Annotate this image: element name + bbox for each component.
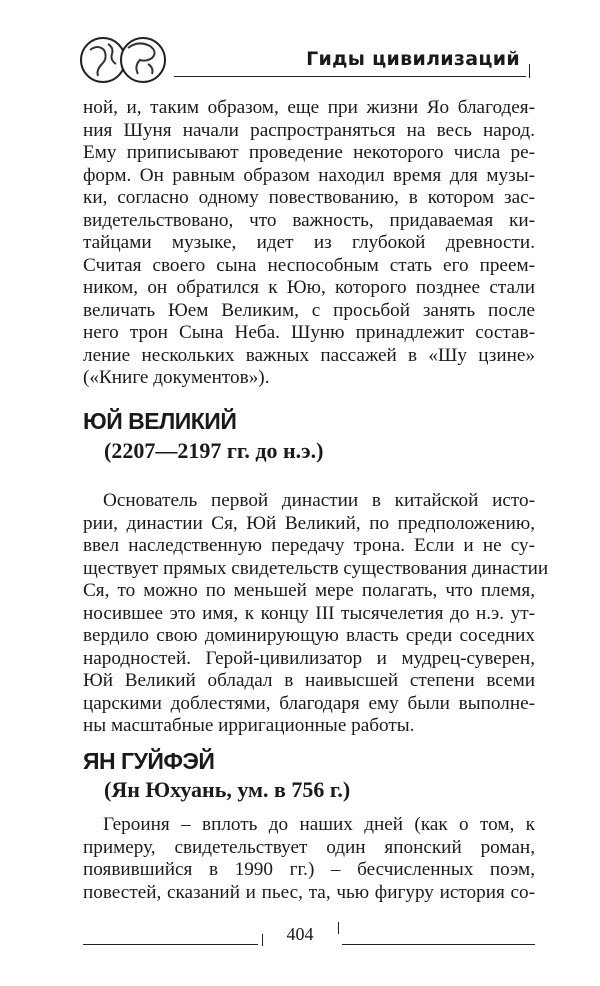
text-line: ление нескольких важных пассажей в «Шу цзине» bbox=[83, 344, 535, 366]
section-title-yang: ЯН ГУЙФЭЙ bbox=[83, 748, 215, 774]
text-line: повестей, сказаний и пьес, та, чью фигуру история со- bbox=[83, 881, 535, 903]
two-globes-icon bbox=[78, 34, 174, 86]
footer-tick-right bbox=[338, 922, 339, 934]
footer-rule-right bbox=[342, 944, 535, 945]
text-line: ввел наследственную передачу трона. Если и не су- bbox=[83, 535, 535, 556]
section-subtitle-yang: (Ян Юхуань, ум. в 756 г.) bbox=[104, 777, 351, 802]
running-title: Гиды цивилизаций bbox=[306, 48, 520, 70]
text-line: примеру, свидетельствует один японский роман, bbox=[83, 836, 535, 858]
text-line: Героиня – вплоть до наших дней (как о том, к bbox=[103, 814, 535, 835]
text-line: рии, династии Ся, Юй Великий, по предположению, bbox=[83, 512, 535, 534]
text-line: Юй Великий обладал в наивысшей степени всеми bbox=[83, 670, 535, 691]
header-tick bbox=[529, 64, 530, 78]
paragraph-3 bbox=[83, 814, 535, 904]
text-line: ки, согласно одному повествованию, в котором зас- bbox=[83, 187, 535, 208]
section-title-yu: ЮЙ ВЕЛИКИЙ bbox=[83, 408, 237, 434]
header-rule bbox=[174, 76, 526, 77]
text-line: Ему приписывают проведение некоторого числа ре- bbox=[83, 142, 535, 163]
text-line: него трон Сына Неба. Шуню принадлежит состав- bbox=[83, 322, 535, 343]
text-line: форм. Он равным образом находил время для музы- bbox=[83, 164, 535, 186]
page-footer bbox=[0, 922, 600, 952]
text-line: («Книге документов»). bbox=[83, 367, 270, 388]
text-line: народностей. Герой-цивилизатор и мудрец-суверен, bbox=[83, 647, 535, 669]
paragraph-2 bbox=[83, 490, 549, 738]
text-line: ния Шуня начали распространяться на весь народ. bbox=[83, 119, 535, 141]
text-line: величать Юем Великим, с просьбой занять после bbox=[83, 299, 535, 321]
text-line: тайцами музыке, идет из глубокой древности. bbox=[83, 232, 535, 253]
section-subtitle-yu: (2207—2197 гг. до н.э.) bbox=[104, 438, 324, 463]
text-line: видетельствовано, что важность, придаваемая ки- bbox=[83, 209, 535, 231]
text-line: появившийся в 1990 гг.) – бесчисленных поэм, bbox=[83, 859, 535, 880]
text-line: ществует прямых свидетельств существования династии bbox=[83, 557, 549, 579]
text-line: ником, он обратился к Юю, которого позднее стали bbox=[83, 277, 535, 298]
text-line: ной, и, таким образом, еще при жизни Яо благодея- bbox=[83, 97, 535, 118]
text-line: носившее это имя, к концу III тысячелетия до н.э. ут- bbox=[83, 602, 535, 624]
text-line: Ся, то можно по меньшей мере полагать, что племя, bbox=[83, 580, 535, 601]
running-header bbox=[78, 34, 538, 86]
text-line: Основатель первой династии в китайской исто- bbox=[103, 490, 535, 511]
text-line: царскими доблестями, благодаря ему были выполне- bbox=[83, 692, 535, 714]
text-line: ны масштабные ирригационные работы. bbox=[83, 715, 415, 736]
footer-rule-left bbox=[83, 944, 258, 945]
text-line: Считая своего сына неспособным стать его преем- bbox=[83, 254, 535, 276]
text-line: вердило свою доминирующую власть среди соседних bbox=[83, 625, 535, 646]
page-number: 404 bbox=[286, 924, 314, 944]
paragraph-1 bbox=[83, 97, 535, 390]
